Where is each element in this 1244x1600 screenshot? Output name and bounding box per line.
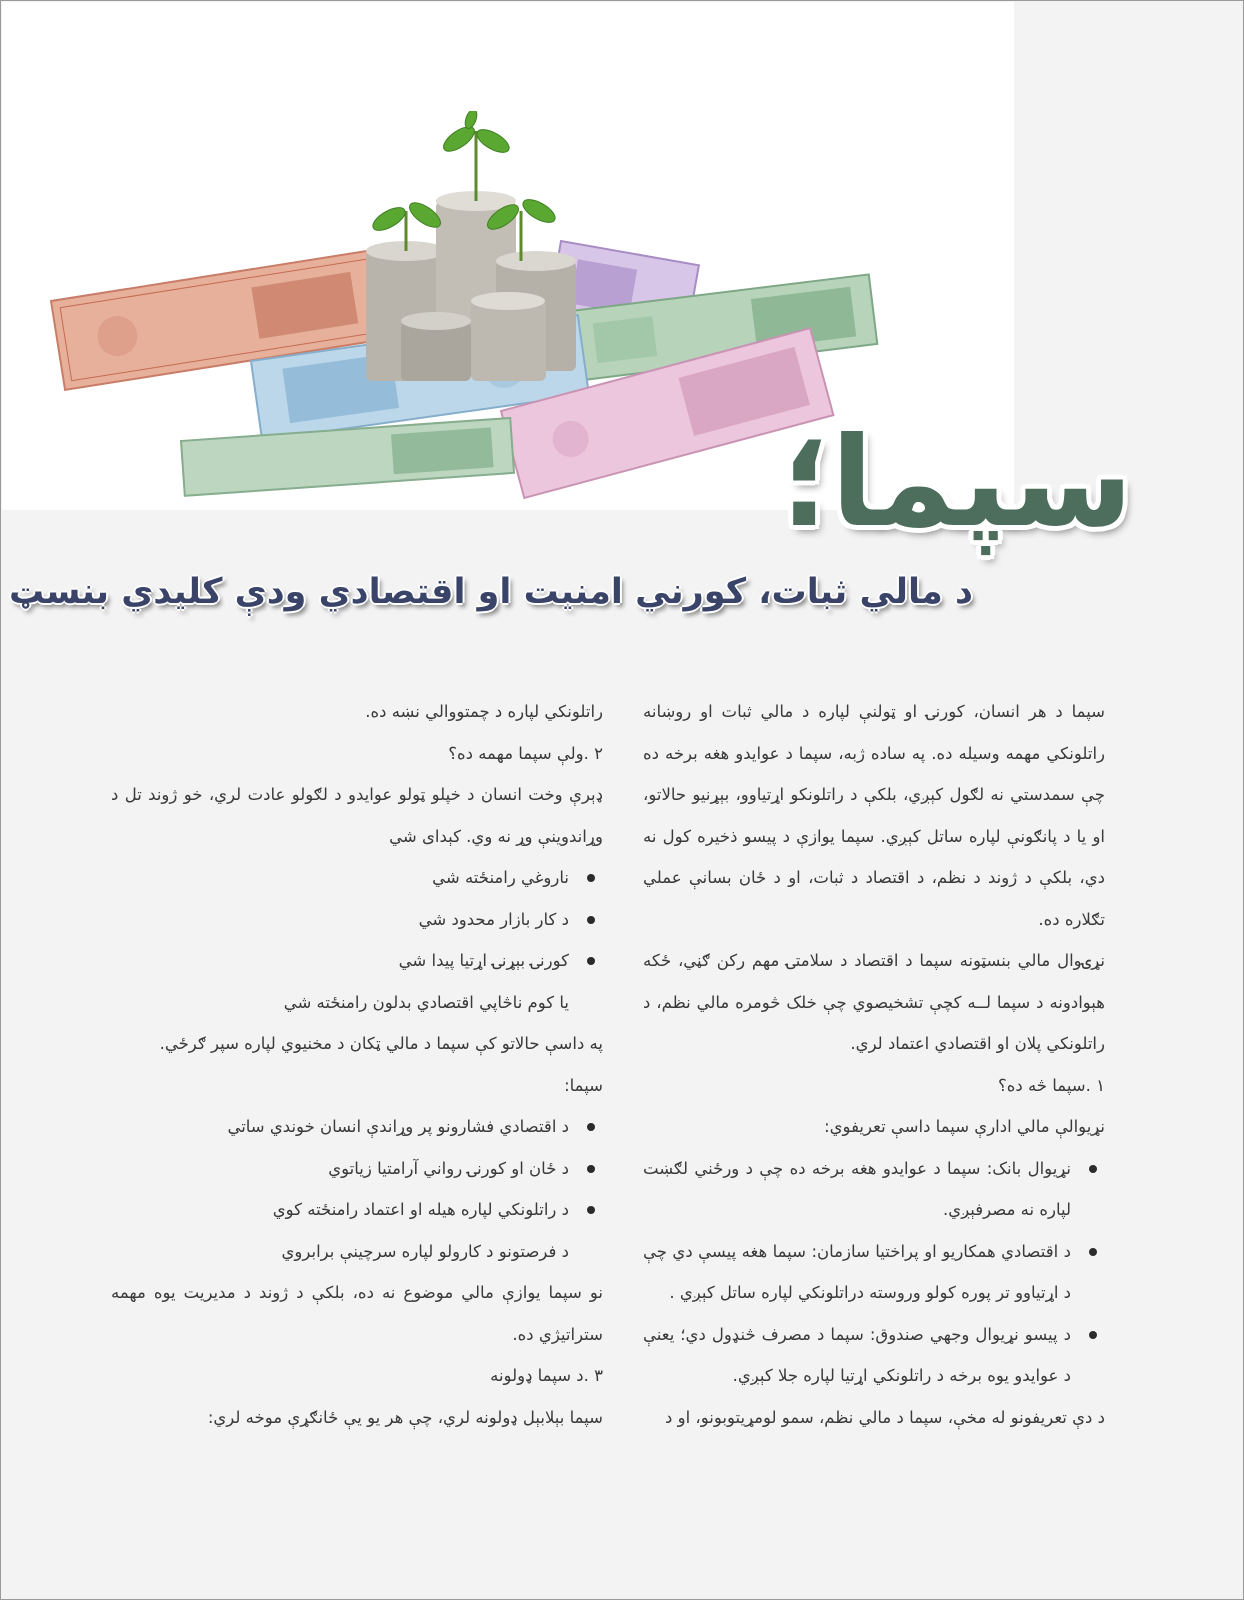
risk-list bbox=[111, 857, 603, 982]
list-item: د اقتصادي همکاریو او پراختیا سازمان: سپما هغه پیسې دي چې د اړتیاوو تر پوره کولو وروسته دراتلونکي لپاره ساتل کېږي . bbox=[643, 1231, 1105, 1314]
list-item: ناروغي رامنځته شي bbox=[111, 857, 603, 899]
paragraph: سپما د هر انسان، کورنۍ او ټولنې لپاره د مالي ثبات او روښانه راتلونکي مهمه وسیله ده. په ساده ژبه، سپما د عوایدو هغه برخه ده چې سمدستي نه لګول کېږي، بلکې د راتلونکو اړتیاوو، بېړنیو حالاتو، او یا د پانګونې لپاره ساتل کېږي. سپما یوازې د پیسو ذخیره کول نه دي، بلکې د ژوند د نظم، د اقتصاد د ثبات، او د ځان بسانې عملي تګلاره ده. bbox=[643, 702, 1105, 929]
definition-list bbox=[643, 1148, 1105, 1397]
paragraph: نو سپما یوازې مالي موضوع نه ده، بلکې د ژوند د مدیریت یوه مهمه ستراتیژي ده. bbox=[111, 1283, 603, 1344]
section-heading: ۲ .ولې سپما مهمه ده؟ bbox=[448, 743, 603, 763]
list-item: د ځان او کورنۍ رواني آرامتیا زیاتوي bbox=[111, 1148, 603, 1190]
list-item: د کار بازار محدود شي bbox=[111, 899, 603, 941]
paragraph: نړیوالې مالي ادارې سپما داسې تعریفوي: bbox=[824, 1117, 1105, 1136]
page-subtitle: د مالي ثبات، کورني امنیت او اقتصادي ودې کلیدي بنسټ bbox=[8, 572, 973, 612]
page-title: سپما؛ bbox=[781, 411, 1133, 555]
paragraph: راتلونکي لپاره د چمتووالي نښه ده. bbox=[365, 702, 603, 721]
left-column bbox=[111, 691, 603, 1438]
paragraph: سپما: bbox=[564, 1075, 603, 1095]
paragraph: سپما بېلابېل ډولونه لري، چې هر یو یې ځانګړې موخه لري: bbox=[207, 1407, 603, 1427]
paragraph: د دې تعریفونو له مخې، سپما د مالي نظم، سمو لومړیتوبونو، او د bbox=[665, 1407, 1105, 1427]
banknote-green-left bbox=[181, 418, 514, 496]
section-heading: ۳ .د سپما ډولونه bbox=[490, 1366, 603, 1385]
paragraph: په داسې حالاتو کې سپما د مالي ټکان د مخنیوي لپاره سپر ګرځي. bbox=[159, 1034, 603, 1053]
list-item: کورنۍ بېړنۍ اړتیا پیدا شي bbox=[111, 940, 603, 982]
benefit-list bbox=[111, 1106, 603, 1231]
money-plant-coins-afghani-notes-icon bbox=[41, 111, 901, 511]
section-heading: ۱ .سپما څه ده؟ bbox=[997, 1075, 1105, 1095]
paragraph: نړۍوال مالي بنسټونه سپما د اقتصاد د سلامتۍ مهم رکن ګڼي، ځکه هېوادونه د سپما لــه کچې تشخیصوي چې خلک څومره مالي نظم، د راتلونکي پلان او اقتصادي اعتماد لري. bbox=[643, 951, 1105, 1053]
list-item: د پیسو نړیوال وجهي صندوق: سپما د مصرف څنډول دي؛ یعنې د عوایدو یوه برخه د راتلونکي اړتیا لپاره جلا کېږي. bbox=[643, 1314, 1105, 1397]
list-item: د اقتصادي فشارونو پر وړاندې انسان خوندي ساتي bbox=[111, 1106, 603, 1148]
list-item: د راتلونکي لپاره هیله او اعتماد رامنځته کوي bbox=[111, 1189, 603, 1231]
paragraph: ډېرې وخت انسان د خپلو ټولو عوایدو د لګولو عادت لري، خو ژوند تل د وړاندوینې وړ نه وي. کېدای شي bbox=[111, 785, 603, 846]
paragraph: یا کوم ناڅاپي اقتصادي بدلون رامنځته شي bbox=[283, 992, 569, 1012]
list-item: نړیوال بانک: سپما د عوایدو هغه برخه ده چې د ورځني لګښت لپاره نه مصرفېږي. bbox=[643, 1148, 1105, 1231]
paragraph: د فرصتونو د کارولو لپاره سرچینې برابروي bbox=[281, 1241, 569, 1261]
right-column bbox=[643, 691, 1105, 1438]
